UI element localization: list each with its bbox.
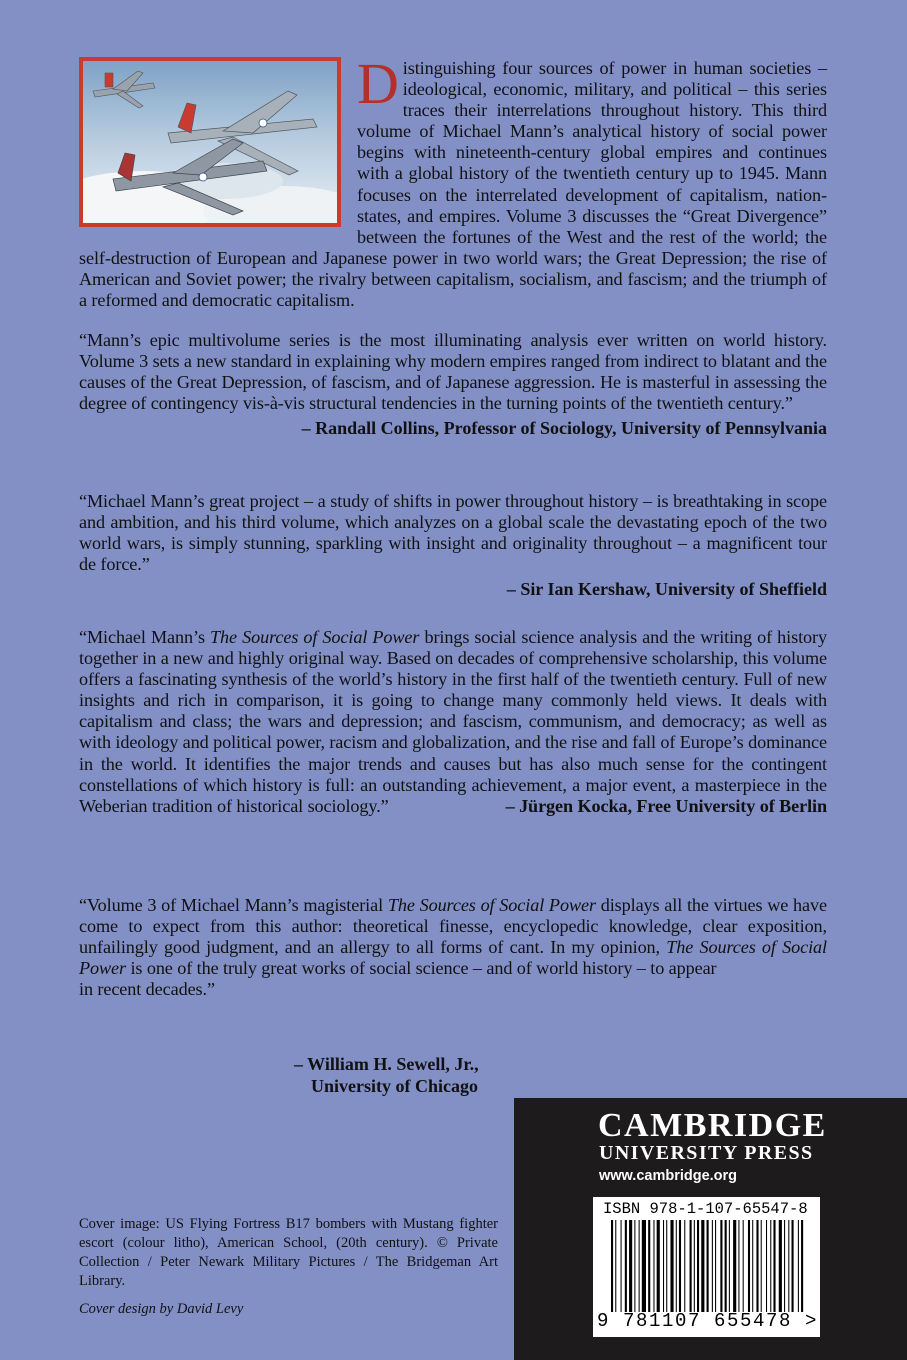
barcode-bar <box>766 1220 767 1312</box>
barcode-bar <box>648 1220 650 1312</box>
review-quote-kocka <box>79 627 827 817</box>
quote-text <box>79 627 827 817</box>
quote-attribution: – Sir Ian Kershaw, University of Sheffield <box>506 579 827 600</box>
quote-text-part: is one of the truly great works of social science – and of world history – to appear <box>126 958 717 979</box>
barcode-bar <box>694 1220 695 1312</box>
publisher-url[interactable]: www.cambridge.org <box>599 1168 738 1184</box>
intro-text: istinguishing four sources of power in human societies – ideological, economic, military, and political – this series traces their interrelations throughout history. This third volume of Michael Mann’s analytical history of social power begins with nineteenth-century global empires and continues with a global history of the twentieth century up to 1945. Mann focuses on the interrelated development of capitalism, nation-states, and empires. Volume 3 discusses the “Great Divergence” between the fortunes of the West and the rest of the world; the self-destruction of European and Japanese power in two world wars; the Great Depression; the rise of American and Soviet power; the rivalry between capitalism, socialism, and fascism; and the triumph of a reformed and democratic capitalism. <box>79 58 827 311</box>
barcode-bar <box>697 1220 699 1312</box>
barcode-bar <box>788 1220 789 1312</box>
barcode-bars <box>599 1220 814 1312</box>
barcode-bar <box>798 1220 799 1312</box>
barcode-bar <box>715 1220 716 1312</box>
attribution-affiliation: University of Chicago <box>311 1075 478 1096</box>
ean-13-barcode <box>599 1220 814 1312</box>
barcode-bar <box>720 1220 722 1312</box>
quote-text-part: displays all the virtues we have come to expect from this author: theoretical finesse, encyclopedic knowledge, clear exposition, unfailingly good judgment, and an allergy to all forms of cant. In my opinion, <box>79 895 827 958</box>
barcode-bar <box>663 1220 664 1312</box>
barcode-bar <box>684 1220 685 1312</box>
quote-attribution <box>294 1054 479 1097</box>
barcode-bar <box>690 1220 692 1312</box>
review-quote-kershaw <box>79 491 827 600</box>
barcode-bar <box>738 1220 739 1312</box>
barcode-bar <box>679 1220 681 1312</box>
barcode-bar <box>801 1220 803 1312</box>
barcode-bar <box>752 1220 753 1312</box>
drop-cap: D <box>357 51 399 116</box>
barcode-bar <box>761 1220 762 1312</box>
quote-attribution: – Jürgen Kocka, Free University of Berlin <box>505 795 827 816</box>
barcode-bar <box>733 1220 736 1312</box>
barcode-bar <box>784 1220 785 1312</box>
barcode-bar <box>629 1220 632 1312</box>
barcode-bar <box>792 1220 794 1312</box>
barcode-bar <box>634 1220 635 1312</box>
barcode-bar <box>653 1220 654 1312</box>
barcode-bar <box>670 1220 673 1312</box>
quote-text-end: in recent decades.” <box>79 979 215 1000</box>
photo-space <box>79 58 357 246</box>
quote-text-part: “Volume 3 of Michael Mann’s magisterial <box>79 895 388 915</box>
isbn-label: ISBN 978-1-107-65547-8 <box>603 1200 808 1218</box>
barcode-bar <box>657 1220 660 1312</box>
barcode-bar <box>712 1220 713 1312</box>
barcode-bar <box>729 1220 730 1312</box>
barcode-box <box>593 1197 820 1337</box>
quote-text: “Mann’s epic multivolume series is the most illuminating analysis ever written on world history. Volume 3 sets a new standard in explaining why modern empires ranged from indirect to blatant and the causes of the Great Depression, of fascism, and of Japanese aggression. He is masterful in assessing the degree of contingency vis-à-vis structural tendencies in the turning points of the twentieth century.” <box>79 330 827 414</box>
barcode-bar <box>666 1220 667 1312</box>
quote-text <box>79 895 827 979</box>
barcode-bar <box>725 1220 727 1312</box>
barcode-bar <box>756 1220 758 1312</box>
barcode-bar <box>625 1220 627 1312</box>
publisher-press: UNIVERSITY PRESS <box>599 1142 814 1164</box>
review-quote-sewell <box>79 895 827 1096</box>
barcode-bar <box>642 1220 646 1312</box>
barcode-bar <box>639 1220 640 1312</box>
barcode-bar <box>707 1220 709 1312</box>
cover-image-credit: Cover image: US Flying Fortress B17 bombers with Mustang fighter escort (colour litho), American School, (20th century). © Private Collection / Peter Newark Military Pictures / The Bridgeman Art Library. <box>79 1216 498 1289</box>
barcode-bar <box>615 1220 616 1312</box>
book-title: The Sources of Social Power <box>79 937 827 979</box>
barcode-bar <box>773 1220 775 1312</box>
barcode-bar <box>611 1220 613 1312</box>
barcode-bar <box>676 1220 677 1312</box>
quote-text: “Michael Mann’s great project – a study of shifts in power throughout history – is breathtaking in scope and ambition, and his third volume, which analyzes on a global scale the devastating epoch of the two world wars, is simply stunning, sparkling with insight and originality throughout – a magnificent tour de force.” <box>79 491 827 575</box>
review-quote-collins <box>79 330 827 439</box>
barcode-bar <box>748 1220 750 1312</box>
book-title: The Sources of Social Power <box>387 895 596 915</box>
intro-paragraph <box>79 51 827 311</box>
barcode-bar <box>701 1220 704 1312</box>
quote-attribution: – Randall Collins, Professor of Sociology, University of Pennsylvania <box>301 418 827 439</box>
barcode-bar <box>621 1220 622 1312</box>
barcode-bar <box>779 1220 782 1312</box>
barcode-digits: 9 781107 655478 > <box>597 1310 819 1332</box>
cover-design-credit: Cover design by David Levy <box>79 1301 244 1317</box>
book-title: The Sources of Social Power <box>210 627 420 647</box>
publisher-name: CAMBRIDGE <box>598 1107 827 1144</box>
quote-text-part: brings social science analysis and the writing of history together in a new and highly original way. Based on decades of comprehensive scholarship, this volume offers a fascinating synthesis of the world’s history in the first half of the twentieth century. Full of new insights and rich in comparison, it is going to change many commonly held views. It deals with capitalism and class; the wars and depression; and fascism, communism, and democracy; as well as with ideology and political power, racism and globalization, and the rise and fall of Europe’s dominance in the world. It identifies the major trends and causes but has also much sense for the contingent constellations of which history is full: an outstanding achievement, a major event, a masterpiece in the Weberian tradition of historical sociology.” <box>79 627 827 816</box>
barcode-bar <box>770 1220 771 1312</box>
publisher-block <box>514 1098 907 1360</box>
attribution-name: – William H. Sewell, Jr., <box>294 1054 479 1074</box>
quote-text-part: “Michael Mann’s <box>79 627 211 647</box>
barcode-bar <box>743 1220 744 1312</box>
